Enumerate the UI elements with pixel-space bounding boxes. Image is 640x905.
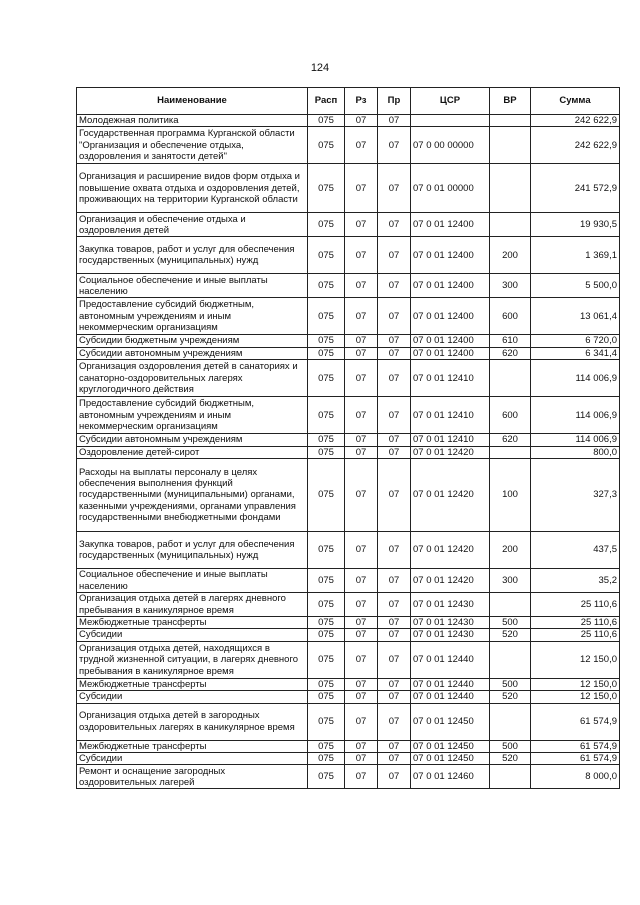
table-row	[77, 213, 620, 237]
cell-rz: 07	[345, 127, 378, 164]
cell-rasp: 075	[308, 617, 345, 629]
table-row	[77, 629, 620, 641]
cell-csr: 07 0 01 12430	[411, 617, 490, 629]
cell-sum: 61 574,9	[531, 753, 620, 765]
cell-pr: 07	[378, 397, 411, 434]
cell-pr: 07	[378, 298, 411, 335]
cell-pr: 07	[378, 360, 411, 397]
cell-rz: 07	[345, 569, 378, 593]
cell-csr: 07 0 01 00000	[411, 164, 490, 213]
table-row	[77, 335, 620, 347]
cell-name: Межбюджетные трансферты	[77, 740, 308, 752]
cell-rz: 07	[345, 213, 378, 237]
cell-pr: 07	[378, 459, 411, 532]
cell-rasp: 075	[308, 446, 345, 458]
cell-name: Субсидии автономным учреждениям	[77, 434, 308, 446]
cell-rz: 07	[345, 753, 378, 765]
cell-csr: 07 0 01 12400	[411, 237, 490, 274]
cell-pr: 07	[378, 213, 411, 237]
cell-csr: 07 0 00 00000	[411, 127, 490, 164]
cell-csr: 07 0 01 12440	[411, 691, 490, 703]
table-row	[77, 641, 620, 678]
cell-rz: 07	[345, 629, 378, 641]
cell-sum: 8 000,0	[531, 765, 620, 789]
cell-name: Молодежная политика	[77, 115, 308, 127]
cell-sum: 437,5	[531, 532, 620, 569]
cell-name: Субсидии	[77, 691, 308, 703]
cell-csr: 07 0 01 12400	[411, 335, 490, 347]
cell-rz: 07	[345, 532, 378, 569]
column-header-rz: Рз	[345, 88, 378, 115]
cell-pr: 07	[378, 164, 411, 213]
cell-vr	[490, 115, 531, 127]
table-row	[77, 459, 620, 532]
cell-rasp: 075	[308, 691, 345, 703]
cell-rasp: 075	[308, 274, 345, 298]
cell-rz: 07	[345, 298, 378, 335]
cell-vr	[490, 765, 531, 789]
cell-sum: 242 622,9	[531, 127, 620, 164]
table-row	[77, 434, 620, 446]
table-row	[77, 115, 620, 127]
cell-csr: 07 0 01 12460	[411, 765, 490, 789]
cell-vr: 500	[490, 617, 531, 629]
cell-rz: 07	[345, 459, 378, 532]
table-row	[77, 569, 620, 593]
cell-pr: 07	[378, 532, 411, 569]
cell-rasp: 075	[308, 459, 345, 532]
cell-vr: 620	[490, 347, 531, 359]
cell-sum: 61 574,9	[531, 740, 620, 752]
cell-sum: 25 110,6	[531, 629, 620, 641]
table-row	[77, 740, 620, 752]
cell-rz: 07	[345, 593, 378, 617]
cell-name: Социальное обеспечение и иные выплаты населению	[77, 569, 308, 593]
cell-sum: 114 006,9	[531, 397, 620, 434]
table-row	[77, 164, 620, 213]
cell-pr: 07	[378, 629, 411, 641]
table-header-row	[77, 88, 620, 115]
cell-name: Социальное обеспечение и иные выплаты населению	[77, 274, 308, 298]
column-header-rasp: Расп	[308, 88, 345, 115]
cell-rasp: 075	[308, 434, 345, 446]
cell-vr: 200	[490, 532, 531, 569]
cell-pr: 07	[378, 593, 411, 617]
cell-sum: 61 574,9	[531, 703, 620, 740]
cell-sum: 1 369,1	[531, 237, 620, 274]
cell-vr: 600	[490, 298, 531, 335]
cell-csr: 07 0 01 12410	[411, 434, 490, 446]
cell-rasp: 075	[308, 213, 345, 237]
cell-pr: 07	[378, 678, 411, 690]
cell-rz: 07	[345, 740, 378, 752]
table-row	[77, 703, 620, 740]
cell-vr	[490, 213, 531, 237]
cell-rz: 07	[345, 274, 378, 298]
cell-name: Межбюджетные трансферты	[77, 678, 308, 690]
cell-pr: 07	[378, 335, 411, 347]
cell-rz: 07	[345, 641, 378, 678]
cell-vr: 520	[490, 629, 531, 641]
page-number: 124	[310, 62, 330, 74]
cell-name: Предоставление субсидий бюджетным, автономным учреждениям и иным некоммерческим организациям	[77, 298, 308, 335]
cell-pr: 07	[378, 347, 411, 359]
cell-name: Субсидии бюджетным учреждениям	[77, 335, 308, 347]
cell-rasp: 075	[308, 740, 345, 752]
cell-vr: 500	[490, 740, 531, 752]
cell-pr: 07	[378, 703, 411, 740]
cell-rasp: 075	[308, 678, 345, 690]
cell-rz: 07	[345, 347, 378, 359]
cell-csr: 07 0 01 12450	[411, 753, 490, 765]
cell-name: Межбюджетные трансферты	[77, 617, 308, 629]
cell-rasp: 075	[308, 569, 345, 593]
cell-rasp: 075	[308, 753, 345, 765]
cell-vr: 300	[490, 274, 531, 298]
cell-name: Оздоровление детей-сирот	[77, 446, 308, 458]
cell-rasp: 075	[308, 397, 345, 434]
column-header-sum: Сумма	[531, 88, 620, 115]
cell-csr	[411, 115, 490, 127]
cell-pr: 07	[378, 237, 411, 274]
table-row	[77, 678, 620, 690]
cell-name: Субсидии автономным учреждениям	[77, 347, 308, 359]
cell-rasp: 075	[308, 629, 345, 641]
budget-table	[76, 87, 620, 789]
cell-name: Расходы на выплаты персоналу в целях обеспечения выполнения функций государственными (муниципальными) органами, казенными учреждениями, органами управления государственными внебюджетными фондами	[77, 459, 308, 532]
cell-name: Субсидии	[77, 753, 308, 765]
cell-name: Предоставление субсидий бюджетным, автономным учреждениям и иным некоммерческим организациям	[77, 397, 308, 434]
table-row	[77, 397, 620, 434]
cell-csr: 07 0 01 12420	[411, 569, 490, 593]
cell-csr: 07 0 01 12410	[411, 360, 490, 397]
cell-rasp: 075	[308, 127, 345, 164]
cell-pr: 07	[378, 274, 411, 298]
table-row	[77, 298, 620, 335]
cell-sum: 6 341,4	[531, 347, 620, 359]
cell-rz: 07	[345, 237, 378, 274]
cell-sum: 800,0	[531, 446, 620, 458]
table-row	[77, 347, 620, 359]
cell-pr: 07	[378, 446, 411, 458]
cell-name: Организация отдыха детей, находящихся в трудной жизненной ситуации, в лагерях дневного пребывания в каникулярное время	[77, 641, 308, 678]
table-body	[77, 115, 620, 789]
cell-sum: 241 572,9	[531, 164, 620, 213]
cell-name: Организация и обеспечение отдыха и оздоровления детей	[77, 213, 308, 237]
cell-rasp: 075	[308, 335, 345, 347]
cell-rasp: 075	[308, 115, 345, 127]
cell-rz: 07	[345, 434, 378, 446]
cell-pr: 07	[378, 740, 411, 752]
cell-sum: 12 150,0	[531, 691, 620, 703]
cell-name: Организация оздоровления детей в санаториях и санаторно-оздоровительных лагерях круглогодичного действия	[77, 360, 308, 397]
cell-rasp: 075	[308, 641, 345, 678]
cell-pr: 07	[378, 753, 411, 765]
cell-vr: 520	[490, 753, 531, 765]
cell-vr	[490, 446, 531, 458]
table-row	[77, 360, 620, 397]
cell-vr: 600	[490, 397, 531, 434]
cell-sum: 12 150,0	[531, 678, 620, 690]
cell-pr: 07	[378, 617, 411, 629]
column-header-vr: ВР	[490, 88, 531, 115]
column-header-pr: Пр	[378, 88, 411, 115]
cell-vr: 520	[490, 691, 531, 703]
cell-csr: 07 0 01 12400	[411, 298, 490, 335]
column-header-csr: ЦСР	[411, 88, 490, 115]
cell-csr: 07 0 01 12450	[411, 740, 490, 752]
cell-rasp: 075	[308, 532, 345, 569]
cell-rasp: 075	[308, 237, 345, 274]
cell-rz: 07	[345, 446, 378, 458]
cell-csr: 07 0 01 12440	[411, 641, 490, 678]
cell-rz: 07	[345, 115, 378, 127]
cell-pr: 07	[378, 127, 411, 164]
table-row	[77, 617, 620, 629]
cell-vr	[490, 641, 531, 678]
cell-sum: 114 006,9	[531, 360, 620, 397]
cell-pr: 07	[378, 691, 411, 703]
cell-rz: 07	[345, 335, 378, 347]
cell-name: Закупка товаров, работ и услуг для обеспечения государственных (муниципальных) нужд	[77, 237, 308, 274]
cell-rz: 07	[345, 164, 378, 213]
table-row	[77, 532, 620, 569]
table-row	[77, 237, 620, 274]
cell-rz: 07	[345, 703, 378, 740]
cell-csr: 07 0 01 12450	[411, 703, 490, 740]
cell-rasp: 075	[308, 298, 345, 335]
table-row	[77, 446, 620, 458]
cell-vr: 500	[490, 678, 531, 690]
cell-rz: 07	[345, 360, 378, 397]
cell-name: Закупка товаров, работ и услуг для обеспечения государственных (муниципальных) нужд	[77, 532, 308, 569]
column-header-name: Наименование	[77, 88, 308, 115]
table-row	[77, 753, 620, 765]
cell-pr: 07	[378, 765, 411, 789]
cell-rz: 07	[345, 691, 378, 703]
cell-rasp: 075	[308, 347, 345, 359]
cell-rasp: 075	[308, 360, 345, 397]
cell-csr: 07 0 01 12430	[411, 593, 490, 617]
cell-name: Организация отдыха детей в лагерях дневного пребывания в каникулярное время	[77, 593, 308, 617]
cell-csr: 07 0 01 12430	[411, 629, 490, 641]
cell-csr: 07 0 01 12420	[411, 532, 490, 569]
cell-sum: 114 006,9	[531, 434, 620, 446]
cell-rz: 07	[345, 765, 378, 789]
cell-sum: 35,2	[531, 569, 620, 593]
table-row	[77, 691, 620, 703]
cell-vr: 610	[490, 335, 531, 347]
cell-csr: 07 0 01 12440	[411, 678, 490, 690]
cell-vr	[490, 127, 531, 164]
cell-vr: 200	[490, 237, 531, 274]
cell-rasp: 075	[308, 593, 345, 617]
table-row	[77, 593, 620, 617]
cell-vr: 100	[490, 459, 531, 532]
cell-csr: 07 0 01 12400	[411, 347, 490, 359]
cell-vr	[490, 164, 531, 213]
cell-name: Субсидии	[77, 629, 308, 641]
cell-csr: 07 0 01 12410	[411, 397, 490, 434]
cell-vr: 620	[490, 434, 531, 446]
cell-rz: 07	[345, 397, 378, 434]
cell-sum: 6 720,0	[531, 335, 620, 347]
table-row	[77, 274, 620, 298]
table-row	[77, 765, 620, 789]
cell-sum: 242 622,9	[531, 115, 620, 127]
cell-sum: 12 150,0	[531, 641, 620, 678]
cell-csr: 07 0 01 12420	[411, 459, 490, 532]
cell-vr	[490, 593, 531, 617]
cell-rz: 07	[345, 678, 378, 690]
cell-name: Организация отдыха детей в загородных оздоровительных лагерях в каникулярное время	[77, 703, 308, 740]
cell-pr: 07	[378, 569, 411, 593]
cell-sum: 25 110,6	[531, 593, 620, 617]
cell-name: Государственная программа Курганской области "Организация и обеспечение отдыха, оздоровления и занятости детей"	[77, 127, 308, 164]
cell-pr: 07	[378, 434, 411, 446]
cell-pr: 07	[378, 641, 411, 678]
cell-name: Ремонт и оснащение загородных оздоровительных лагерей	[77, 765, 308, 789]
cell-name: Организация и расширение видов форм отдыха и повышение охвата отдыха и оздоровления детей, проживающих на территории Курганской области	[77, 164, 308, 213]
cell-vr	[490, 360, 531, 397]
cell-rasp: 075	[308, 164, 345, 213]
cell-rasp: 075	[308, 703, 345, 740]
cell-csr: 07 0 01 12400	[411, 213, 490, 237]
cell-vr	[490, 703, 531, 740]
cell-csr: 07 0 01 12420	[411, 446, 490, 458]
cell-sum: 19 930,5	[531, 213, 620, 237]
cell-csr: 07 0 01 12400	[411, 274, 490, 298]
cell-sum: 5 500,0	[531, 274, 620, 298]
cell-pr: 07	[378, 115, 411, 127]
table-row	[77, 127, 620, 164]
cell-sum: 327,3	[531, 459, 620, 532]
cell-vr: 300	[490, 569, 531, 593]
cell-sum: 25 110,6	[531, 617, 620, 629]
cell-sum: 13 061,4	[531, 298, 620, 335]
cell-rasp: 075	[308, 765, 345, 789]
cell-rz: 07	[345, 617, 378, 629]
